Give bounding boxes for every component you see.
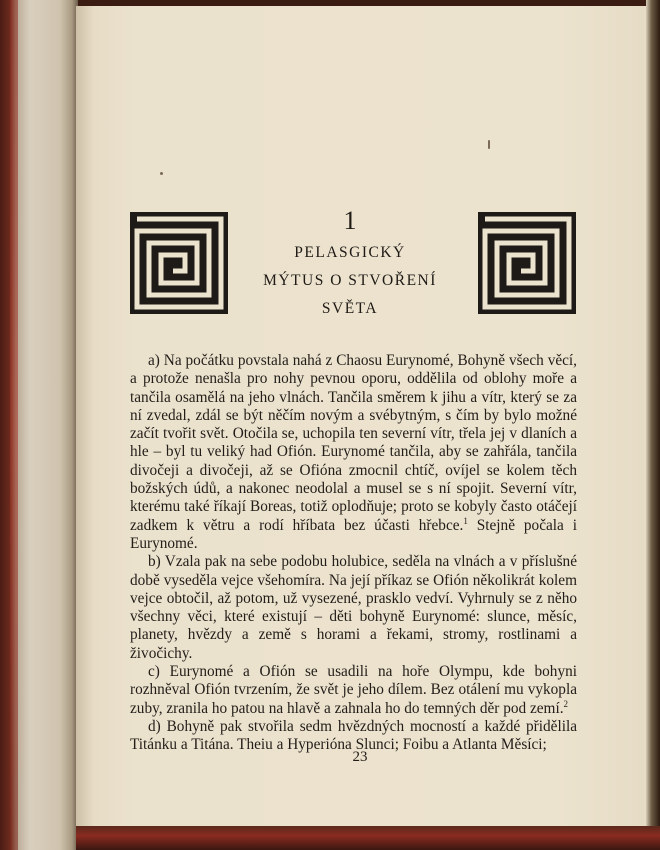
page-number: 23 [352,749,368,765]
book-right-edge [646,0,660,850]
paragraph-text: c) Eurynomé a Ofión se usadili na hoře Olympu, kde bohyni rozhněval Ofión tvrzením, že svět je jeho dílem. Bez otálení mu vykopla zuby, zranila ho patou na hlavě a zahnala ho do temných děr pod zemí. [130,663,577,717]
paper-speck [488,140,490,149]
paragraph-text: a) Na počátku povstala nahá z Chaosu Eurynomé, Bohyně všech věcí, a protože nenašla pro nohy pevnou oporu, oddělila od oblohy moře a tančila osamělá na jeho vlnách. Tančila směrem k jihu a vítr, který se za ní zvedal, zdál se být něčím novým a svébytným, s čím by bylo možné začít tvořit svět. Otočila se, uchopila ten severní vítr, třela jej v dlaních a hle – byl tu veliký had Ofión. Eurynomé tančila, aby se zahřála, tančila divočeji a divočeji, až se Ofióna zmocnil chtíč, ovíjel se kolem těch božských údů, a nakonec neodolal a musel se s ní spojit. Severní vítr, kterému také říkají Boreas, totiž oplodňuje; proto se kobyly často otáčejí zadkem k větru a rodí hříbata bez účasti hřebce. [130,352,577,534]
footnote-ref: 2 [563,698,569,709]
body-text [130,352,577,755]
paragraph-tail: Stejně počala i Eurynomé. [130,516,577,552]
chapter-title-line-2: MÝTUS O STVOŘENÍ [263,272,437,289]
paragraph-text: d) Bohyně pak stvořila sedm hvězdných mocností a každé přidělila Titánku a Titána. Theiu a Hyperióna Slunci; Foibu a Atlanta Měsíci; [130,717,577,754]
greek-key-ornament-right-icon [478,212,576,314]
footnote-ref: 1 [463,515,468,526]
book-left-edge [0,0,78,850]
chapter-title-line-3: SVĚTA [321,300,379,317]
chapter-number: 1 [343,206,357,235]
paragraph-a [130,352,577,553]
greek-key-ornament-left-icon [130,212,228,314]
paper-speck [160,172,163,175]
chapter-title-line-1: PELASGICKÝ [294,244,406,261]
paragraph-b [130,553,577,663]
paragraph-c [130,663,577,718]
paragraph-text: b) Vzala pak na sebe podobu holubice, seděla na vlnách a v příslušné době vyseděla vejce všehomíra. Na její příkaz se Ofión několikrát kolem vejce obtočil, až potom, už vysezené, prasklo vedví. Vyhrnuly se z něho všechny věci, které existují – děti bohyně Eurynomé: slunce, měsíc, planety, hvězdy a země s horami a řekami, stromy, rostlinami a živočichy. [130,553,577,662]
book-bottom-edge [76,826,660,850]
cover-stripe [10,0,18,850]
